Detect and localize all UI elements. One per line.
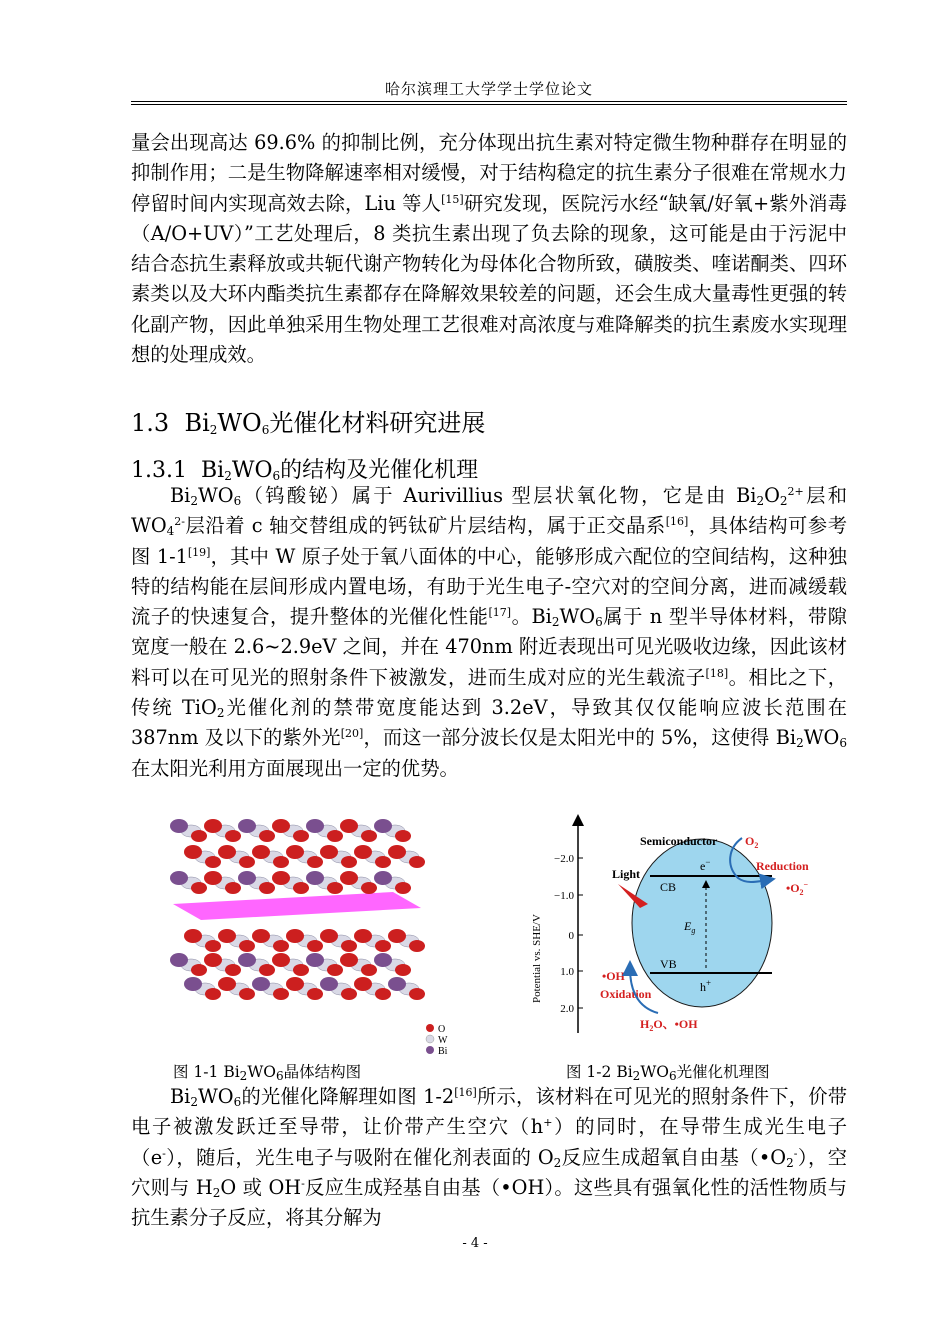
citation-18[interactable]: [18] <box>705 666 729 680</box>
o-atom <box>395 830 411 842</box>
o-atom <box>205 856 221 868</box>
o-atom <box>204 819 222 833</box>
o-atom <box>388 845 406 859</box>
o-atom <box>273 988 289 1000</box>
header-rule-thin <box>131 104 847 105</box>
crystal-legend <box>426 1024 448 1057</box>
o-atom <box>354 977 372 991</box>
o-atom <box>286 977 304 991</box>
vb-label: VB <box>660 957 677 971</box>
o-atom <box>307 856 323 868</box>
crystal-plane <box>173 892 421 920</box>
citation-17[interactable]: [17] <box>488 606 512 620</box>
page-number: - 4 - <box>462 1236 488 1251</box>
o-atom <box>341 940 357 952</box>
o-atom <box>272 953 290 967</box>
o-atom <box>259 830 275 842</box>
o-atom <box>327 882 343 894</box>
water-hydroxyl-label: $H_2O$、•OH <box>640 1017 698 1033</box>
header-rule <box>131 101 847 102</box>
oxidation-label: Oxidation <box>600 987 652 1001</box>
bi-atom <box>306 953 324 967</box>
o-atom <box>307 940 323 952</box>
bandgap-label: $E_g$ <box>684 919 696 935</box>
o-atom <box>340 819 358 833</box>
o-atom <box>252 845 270 859</box>
o-atom <box>218 929 236 943</box>
o-atom <box>259 964 275 976</box>
legend-bi-dot <box>426 1046 434 1054</box>
o-atom <box>252 929 270 943</box>
citation-16[interactable]: [16] <box>454 1086 477 1099</box>
o-atom <box>273 856 289 868</box>
legend-w-dot <box>426 1035 434 1043</box>
o-atom <box>239 940 255 952</box>
o-atom <box>320 929 338 943</box>
bi-atom <box>306 819 324 833</box>
o-atom <box>273 940 289 952</box>
paragraph-photocatalytic-mechanism: $Bi_2WO_6$的光催化降解理如图 1-2[16]所示，该材料在可见光的照射条件下，价带电子被激发跃迁至导带，让价带产生空穴（h+）的同时，在导带生成光生电子（e-），随后，光生电子与吸附在催化剂表面的 $O_2$反应生成超氧自由基$(•O_2^-)$，空穴则与 $H_2O$ 或 OH-反应生成羟基自由基（•OH）。这些具有强氧化性的活性物质与抗生素分子反应，将其分解为 <box>131 1085 848 1230</box>
citation-16[interactable]: [16] <box>665 515 689 529</box>
o-atom <box>409 940 425 952</box>
o-atom <box>361 882 377 894</box>
tick-label: −1.0 <box>554 890 574 902</box>
light-label: Light <box>612 867 641 881</box>
o-atom <box>191 830 207 842</box>
o-atom <box>225 964 241 976</box>
bi-atom <box>374 953 392 967</box>
o-atom <box>293 882 309 894</box>
bi-atom <box>388 977 406 991</box>
o-atom <box>395 964 411 976</box>
o-atom <box>259 882 275 894</box>
bi-atom <box>374 871 392 885</box>
figure-crystal-structure <box>163 808 463 1058</box>
semiconductor-label: Semiconductor <box>640 834 718 848</box>
o-atom <box>191 964 207 976</box>
o-atom <box>184 845 202 859</box>
legend-w-label: W <box>438 1035 448 1046</box>
paragraph-antibiotic-inhibition: 量会出现高达 69.6% 的抑制比例，充分体现出抗生素对特定微生物种群存在明显的抑制作用；二是生物降解速率相对缓慢，对于结构稳定的抗生素分子很难在常规水力停留时间内实现高效去除，Liu 等人[15]研究发现，医院污水经“缺氧/好氧+紫外消毒（A/O+UV）”工艺处理后，8 类抗生素出现了负去除的现象，这可能是由于污泥中结合态抗生素释放或共轭代谢产物转化为母体化合物所致，磺胺类、喹诺酮类、四环素类以及大环内酯类抗生素都存在降解效果较差的问题，还会生成大量毒性更强的转化副产物，因此单独采用生物处理工艺很难对高浓度与难降解类的抗生素废水实现理想的处理成效。 <box>131 131 847 367</box>
section-heading: 1.3 $Bi_2WO_6$光催化材料研究进展 <box>131 409 486 437</box>
o-atom <box>395 882 411 894</box>
o-atom <box>286 845 304 859</box>
o-atom <box>361 964 377 976</box>
o-atom <box>340 871 358 885</box>
bi-atom <box>184 977 202 991</box>
tick-label: 2.0 <box>560 1003 574 1015</box>
tick-label: 1.0 <box>560 966 574 978</box>
o-atom <box>184 929 202 943</box>
o-atom <box>307 988 323 1000</box>
o-atom <box>354 929 372 943</box>
citation-20[interactable]: [20] <box>340 727 364 741</box>
citation-15[interactable]: [15] <box>441 192 464 206</box>
cb-label: CB <box>660 880 677 894</box>
legend-o-dot <box>426 1024 434 1032</box>
o2-label: $O_2$ <box>745 834 759 850</box>
figure-1-1-caption: 图 1-1 $Bi_2WO_6$晶体结构图 <box>173 1063 362 1083</box>
bi-atom <box>252 977 270 991</box>
o-atom <box>204 871 222 885</box>
o-atom <box>388 929 406 943</box>
superoxide-label: $•O_2^-$ <box>786 880 809 897</box>
o-atom <box>341 988 357 1000</box>
o-atom <box>204 953 222 967</box>
legend-o-label: O <box>438 1024 446 1035</box>
subsection-heading: 1.3.1 $Bi_2WO_6$的结构及光催化机理 <box>131 458 479 483</box>
reduction-label: Reduction <box>756 859 809 873</box>
tick-label: 0 <box>568 930 574 942</box>
o-atom <box>205 940 221 952</box>
o-atom <box>218 845 236 859</box>
paragraph-bi2wo6-structure: $Bi_2WO_6$（钨酸铋）属于 Aurivillius 型层状氧化物，它是由 $Bi_2O_2^{2+}$层和 $WO_4^{2-}$层沿着 c 轴交替组成的钙钛矿片层结构，属于正交晶系[16]，具体结构可参考图 1-1[19]，其中 W 原子处于氧八面体的中心，能够形成六配位的空间结构，这种独特的结构能在层间形成内置电场，有助于光生电子-空穴对的空间分离，进而减缓载流子的快速复合，提升整体的光催化性能[17]。$Bi_2WO_6$属于 n 型半导体材料，带隙宽度一般在 2.6~2.9eV 之间，并在 470nm 附近表现出可见光吸收边缘，因此该材料可以在可见光的照射条件下被激发，进而生成对应的光生载流子[18]。相比之下，传统 TiO$_2$光催化剂的禁带宽度能达到 3.2eV，导致其仅仅能响应波长范围在 387nm 及以下的紫外光[20]，而这一部分波长仅是太阳光中的 5%，这使得 $Bi_2WO_6$在太阳光利用方面展现出一定的优势。 <box>131 484 848 780</box>
o-atom <box>320 845 338 859</box>
legend-bi-label: Bi <box>438 1046 448 1057</box>
figure-photocatalysis-mechanism <box>520 808 840 1048</box>
o-atom <box>361 830 377 842</box>
o-atom <box>239 988 255 1000</box>
bi-atom <box>238 819 256 833</box>
electron-label: e− <box>700 857 711 873</box>
o-atom <box>354 845 372 859</box>
o-atom <box>375 940 391 952</box>
o-atom <box>205 988 221 1000</box>
o-atom <box>272 819 290 833</box>
o-atom <box>375 988 391 1000</box>
hole-label: h+ <box>700 978 712 994</box>
o-atom <box>340 953 358 967</box>
o-atom <box>327 964 343 976</box>
o-atom <box>341 856 357 868</box>
o-atom <box>225 882 241 894</box>
bi-atom <box>170 871 188 885</box>
bi-atom <box>238 871 256 885</box>
figure-1-2-caption: 图 1-2 $Bi_2WO_6$光催化机理图 <box>566 1063 770 1083</box>
o-atom <box>327 830 343 842</box>
o-atom <box>286 929 304 943</box>
o-atom <box>218 977 236 991</box>
o-atom <box>272 871 290 885</box>
bi-atom <box>170 953 188 967</box>
citation-19[interactable]: [19] <box>187 545 211 559</box>
bi-atom <box>320 977 338 991</box>
o-atom <box>225 830 241 842</box>
o-atom <box>409 856 425 868</box>
o-atom <box>375 856 391 868</box>
bi-atom <box>238 953 256 967</box>
bi-atom <box>374 819 392 833</box>
bi-atom <box>306 871 324 885</box>
running-header: 哈尔滨理工大学学士学位论文 <box>384 80 593 98</box>
o-atom <box>293 964 309 976</box>
o-atom <box>409 988 425 1000</box>
o-atom <box>239 856 255 868</box>
bi-atom <box>170 819 188 833</box>
tick-label: −2.0 <box>554 853 574 865</box>
o-atom <box>191 882 207 894</box>
hydroxyl-label: •OH <box>602 969 625 983</box>
y-axis-label: Potential vs. SHE/V <box>531 914 543 1003</box>
o-atom <box>293 830 309 842</box>
